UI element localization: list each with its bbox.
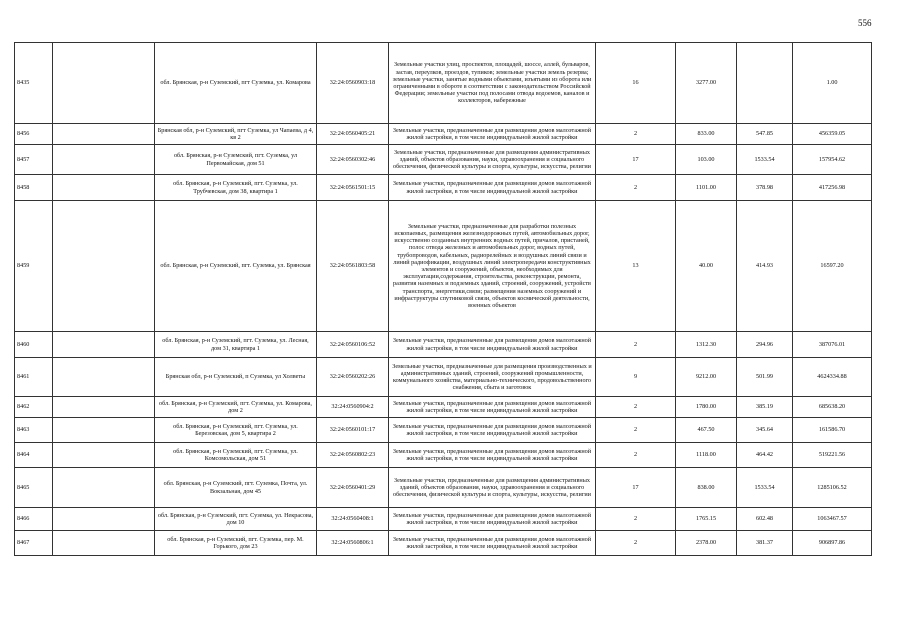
cell-address: обл. Брянская, р-н Суземский, пгт. Суземка, ул. Трубчевская, дом 38, квартира 1 — [155, 175, 317, 201]
cell-cadastral-value: 387076.01 — [793, 332, 872, 358]
cell-cadastral-value: 161586.70 — [793, 418, 872, 443]
cell-cadastral-number: 32:24:0560806:1 — [317, 531, 389, 556]
cell-cadastral-number: 32:24:0560802:23 — [317, 443, 389, 468]
cell-cadastral-number: 32:24:0560101:17 — [317, 418, 389, 443]
cell-empty — [53, 531, 155, 556]
cell-area: 838.00 — [676, 468, 737, 508]
cell-land-use: Земельные участки улиц, проспектов, площадей, шоссе, аллей, бульваров, застав, переулков, проездов, тупиков; земельные участки земель резерва; земельные участки, занятые водными объектами, изъятыми из оборота или ограниченными в обороте в соответствии с законодательством Российской Федерации; земельные участки под полосами отвода водоемов, каналов и коллекторов, набережные — [389, 43, 596, 124]
cell-cadastral-number: 32:24:0561501:15 — [317, 175, 389, 201]
register-body — [15, 43, 872, 556]
cell-area: 467.50 — [676, 418, 737, 443]
cell-cadastral-number: 32:24:0560408:1 — [317, 508, 389, 531]
cell-area: 9212.00 — [676, 358, 737, 397]
table-row — [15, 175, 872, 201]
cell-cadastral-value: 157954.62 — [793, 145, 872, 175]
table-row — [15, 201, 872, 332]
table-row — [15, 332, 872, 358]
cell-land-use: Земельные участки, предназначенные для размещения административных зданий, объектов образования, науки, здравоохранения и социального обеспечения, физической культуры и спорта, культуры, искусства, религии — [389, 145, 596, 175]
cell-specific-value: 414.93 — [737, 201, 793, 332]
cell-empty — [53, 201, 155, 332]
cell-number: 8463 — [15, 418, 53, 443]
cell-empty — [53, 443, 155, 468]
cell-number: 8467 — [15, 531, 53, 556]
table-row — [15, 358, 872, 397]
cell-empty — [53, 124, 155, 145]
cell-use-group: 2 — [596, 397, 676, 418]
cell-land-use: Земельные участки, предназначенные для размещения домов малоэтажной жилой застройки, в том числе индивидуальной жилой застройки — [389, 332, 596, 358]
cell-address: обл. Брянская, р-н Суземский, пгт. Суземка, ул. Некрасова, дом 10 — [155, 508, 317, 531]
cell-number: 8435 — [15, 43, 53, 124]
cell-empty — [53, 43, 155, 124]
cell-cadastral-number: 32:24:0561803:58 — [317, 201, 389, 332]
cell-area: 103.00 — [676, 145, 737, 175]
cell-use-group: 16 — [596, 43, 676, 124]
cell-cadastral-value: 685638.20 — [793, 397, 872, 418]
cell-cadastral-value: 4624334.88 — [793, 358, 872, 397]
cell-specific-value: 381.37 — [737, 531, 793, 556]
cell-address: обл. Брянская, р-н Суземский, пгт Суземка, ул. Комарова — [155, 43, 317, 124]
cell-area: 40.00 — [676, 201, 737, 332]
cell-cadastral-number: 32:24:0560405:21 — [317, 124, 389, 145]
cell-land-use: Земельные участки, предназначенные для размещения административных зданий, объектов образования, науки, здравоохранения и социального обеспечения, физической культуры и спорта, культуры, искусства, религии — [389, 468, 596, 508]
cell-land-use: Земельные участки, предназначенные для разработки полезных ископаемых, размещения железнодорожных путей, автомобильных дорог, искусственно созданных внутренних водных путей, причалов, пристаней, полос отвода железных и автомобильных дорог, водных путей, трубопроводов, кабельных, радиорелейных и воздушных линий связи и линий радиофикации, воздушных линий электропередачи конструктивных элементов и сооружений, объектов, необходимых для эксплуатации,содержания, строительства, реконструкции, ремонта, развития наземных и подземных зданий, строений, сооружений, устройств транспорта, энергетики,связи; размещения наземных сооружений и инфраструктуры спутниковой связи, объектов космической деятельности, военных объектов — [389, 201, 596, 332]
cell-area: 3277.00 — [676, 43, 737, 124]
cell-cadastral-number: 32:24:0560401:29 — [317, 468, 389, 508]
cell-specific-value: 1533.54 — [737, 145, 793, 175]
cell-address: обл. Брянская, р-н Суземский, пгт. Суземка, Почта, ул. Вокзальная, дом 45 — [155, 468, 317, 508]
cell-empty — [53, 508, 155, 531]
cell-cadastral-value: 16597.20 — [793, 201, 872, 332]
cell-use-group: 2 — [596, 443, 676, 468]
cell-number: 8460 — [15, 332, 53, 358]
cell-number: 8457 — [15, 145, 53, 175]
cell-specific-value: 385.19 — [737, 397, 793, 418]
cell-specific-value: 345.64 — [737, 418, 793, 443]
cell-cadastral-value: 456359.05 — [793, 124, 872, 145]
cell-address: Брянская обл, р-н Суземский, п Суземка, ул Холветы — [155, 358, 317, 397]
cell-number: 8465 — [15, 468, 53, 508]
cell-specific-value — [737, 43, 793, 124]
cell-area: 1118.00 — [676, 443, 737, 468]
table-row — [15, 468, 872, 508]
table-row — [15, 124, 872, 145]
table-row — [15, 531, 872, 556]
cell-land-use: Земельные участки, предназначенные для размещения домов малоэтажной жилой застройки, в том числе индивидуальной жилой застройки — [389, 418, 596, 443]
cell-number: 8459 — [15, 201, 53, 332]
cell-specific-value: 378.98 — [737, 175, 793, 201]
cell-specific-value: 547.85 — [737, 124, 793, 145]
cell-cadastral-number: 32:24:0560904:2 — [317, 397, 389, 418]
cell-use-group: 2 — [596, 418, 676, 443]
table-row — [15, 508, 872, 531]
cell-cadastral-value: 906897.86 — [793, 531, 872, 556]
cell-cadastral-value: 417256.98 — [793, 175, 872, 201]
cell-empty — [53, 175, 155, 201]
table-row — [15, 443, 872, 468]
cell-address: обл. Брянская, р-н Суземский, пгт. Суземка, ул. Комсомольская, дом 51 — [155, 443, 317, 468]
cell-empty — [53, 397, 155, 418]
cell-cadastral-number: 32:24:0560106:52 — [317, 332, 389, 358]
cell-specific-value: 464.42 — [737, 443, 793, 468]
cell-number: 8456 — [15, 124, 53, 145]
cell-use-group: 2 — [596, 175, 676, 201]
cell-address: обл. Брянская, р-н Суземский, пгт. Суземка, ул. Лесная, дом 31, квартира 1 — [155, 332, 317, 358]
table-row — [15, 397, 872, 418]
cell-use-group: 13 — [596, 201, 676, 332]
cell-cadastral-number: 32:24:0560903:18 — [317, 43, 389, 124]
cell-area: 1312.30 — [676, 332, 737, 358]
cell-use-group: 17 — [596, 468, 676, 508]
land-register-table — [14, 42, 872, 556]
table-row — [15, 145, 872, 175]
cell-land-use: Земельные участки, предназначенные для размещения домов малоэтажной жилой застройки, в том числе индивидуальной жилой застройки — [389, 531, 596, 556]
cell-use-group: 2 — [596, 508, 676, 531]
page-number: 556 — [858, 18, 872, 28]
cell-use-group: 17 — [596, 145, 676, 175]
cell-use-group: 2 — [596, 332, 676, 358]
cell-cadastral-value: 519221.56 — [793, 443, 872, 468]
cell-empty — [53, 358, 155, 397]
cell-land-use: Земельные участки, предназначенные для размещения производственных и административных зданий, строений, сооружений промышленности, коммунального хозяйства, материально-технического, продовольственного снабжения, сбыта и заготовок — [389, 358, 596, 397]
cell-area: 1780.00 — [676, 397, 737, 418]
cell-cadastral-value: 1063467.57 — [793, 508, 872, 531]
cell-cadastral-value: 1.00 — [793, 43, 872, 124]
cell-address: обл. Брянская, р-н Суземский, пгт. Суземка, ул Первомайская, дом 51 — [155, 145, 317, 175]
table-row — [15, 43, 872, 124]
cell-number: 8464 — [15, 443, 53, 468]
cell-land-use: Земельные участки, предназначенные для размещения домов малоэтажной жилой застройки, в том числе индивидуальной жилой застройки — [389, 175, 596, 201]
cell-specific-value: 1533.54 — [737, 468, 793, 508]
cell-area: 833.00 — [676, 124, 737, 145]
cell-use-group: 2 — [596, 124, 676, 145]
cell-use-group: 2 — [596, 531, 676, 556]
cell-cadastral-number: 32:24:0560302:46 — [317, 145, 389, 175]
cell-area: 1101.00 — [676, 175, 737, 201]
cell-land-use: Земельные участки, предназначенные для размещения домов малоэтажной жилой застройки, в том числе индивидуальной жилой застройки — [389, 443, 596, 468]
cell-cadastral-number: 32:24:0560202:26 — [317, 358, 389, 397]
cell-empty — [53, 145, 155, 175]
cell-number: 8458 — [15, 175, 53, 201]
table-row — [15, 418, 872, 443]
cell-cadastral-value: 1285106.52 — [793, 468, 872, 508]
cell-address: обл. Брянская, р-н Суземский, пгт. Суземка, ул. Комарова, дом 2 — [155, 397, 317, 418]
cell-number: 8466 — [15, 508, 53, 531]
cell-address: обл. Брянская, р-н Суземский, пгт. Суземка, ул. Березовская, дом 5, квартира 2 — [155, 418, 317, 443]
cell-land-use: Земельные участки, предназначенные для размещения домов малоэтажной жилой застройки, в том числе индивидуальной жилой застройки — [389, 508, 596, 531]
cell-address: Брянская обл, р-н Суземский, пгт Суземка, ул Чапаева, д 4, кв 2 — [155, 124, 317, 145]
cell-use-group: 9 — [596, 358, 676, 397]
cell-number: 8462 — [15, 397, 53, 418]
cell-empty — [53, 418, 155, 443]
cell-land-use: Земельные участки, предназначенные для размещения домов малоэтажной жилой застройки, в том числе индивидуальной жилой застройки — [389, 397, 596, 418]
cell-specific-value: 602.48 — [737, 508, 793, 531]
cell-empty — [53, 468, 155, 508]
cell-address: обл. Брянская, р-н Суземский, пгт. Суземка, ул. Брянская — [155, 201, 317, 332]
cell-address: обл. Брянская, р-н Суземский, пгт. Суземка, пер. М. Горького, дом 23 — [155, 531, 317, 556]
cell-number: 8461 — [15, 358, 53, 397]
cell-area: 2378.00 — [676, 531, 737, 556]
cell-land-use: Земельные участки, предназначенные для размещения домов малоэтажной жилой застройки, в том числе индивидуальной жилой застройки — [389, 124, 596, 145]
cell-specific-value: 501.99 — [737, 358, 793, 397]
cell-specific-value: 294.96 — [737, 332, 793, 358]
cell-area: 1765.15 — [676, 508, 737, 531]
cell-empty — [53, 332, 155, 358]
